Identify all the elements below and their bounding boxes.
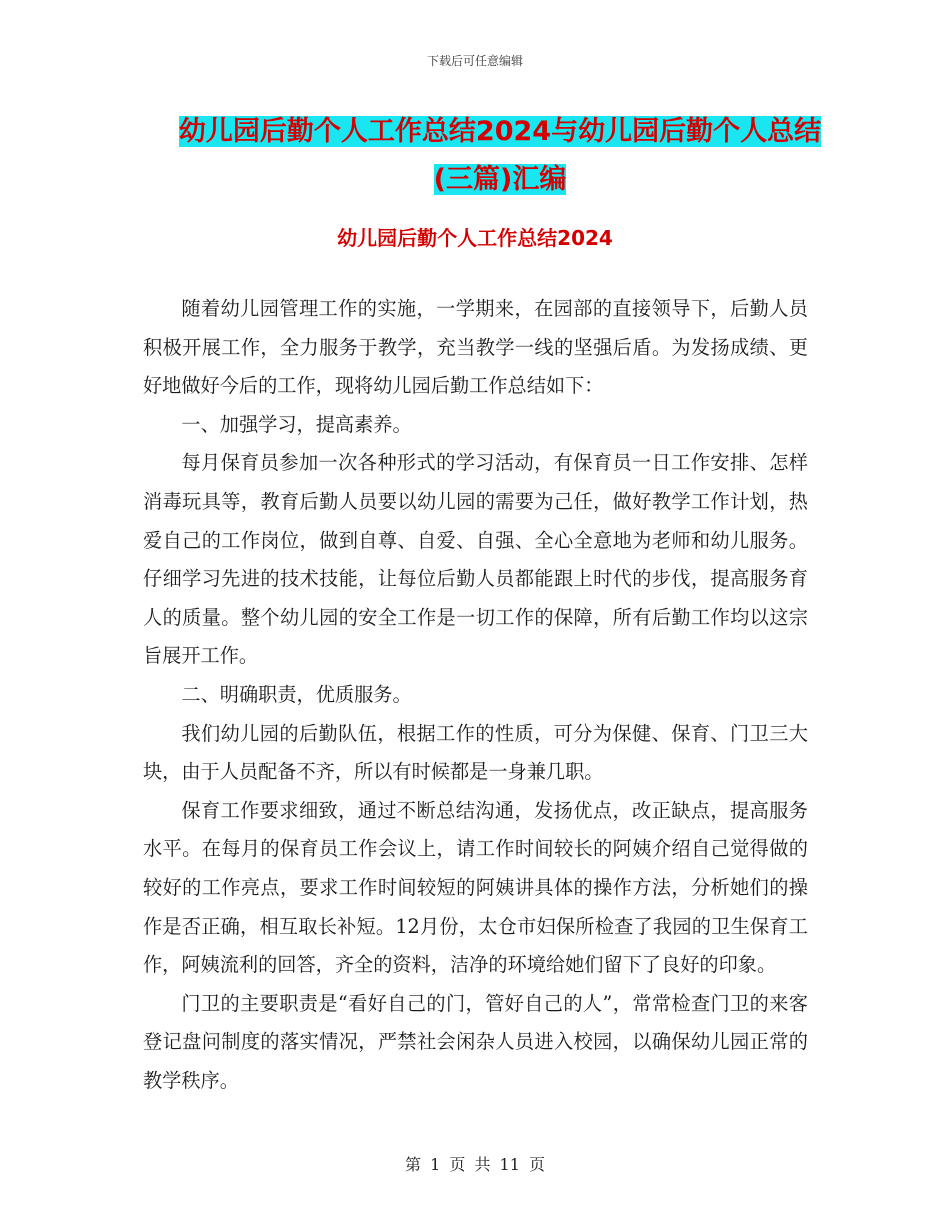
document-title-line-1: 幼儿园后勤个人工作总结2024与幼儿园后勤个人总结 xyxy=(178,116,822,147)
paragraph: 门卫的主要职责是“看好自己的门，管好自己的人”，常常检查门卫的来客登记盘问制度的落实情况，严禁社会闲杂人员进入校园，以确保幼儿园正常的教学秩序。 xyxy=(143,991,808,1092)
document-title xyxy=(140,108,860,204)
heading-paragraph: 二、明确职责，优质服务。 xyxy=(181,682,412,706)
paragraph: 我们幼儿园的后勤队伍，根据工作的性质，可分为保健、保育、门卫三大块，由于人员配备不齐，所以有时候都是一身兼几职。 xyxy=(143,721,808,784)
heading-paragraph: 一、加强学习，提高素养。 xyxy=(181,412,412,436)
paragraph: 随着幼儿园管理工作的实施，一学期来，在园部的直接领导下，后勤人员积极开展工作，全力服务于教学，充当教学一线的坚强后盾。为发扬成绩、更好地做好今后的工作，现将幼儿园后勤工作总结如下： xyxy=(143,297,808,398)
paragraph: 保育工作要求细致，通过不断总结沟通，发扬优点，改正缺点，提高服务水平。在每月的保育员工作会议上，请工作时间较长的阿姨介绍自己觉得做的较好的工作亮点，要求工作时间较短的阿姨讲具体的操作方法，分析她们的操作是否正确，相互取长补短。12月份，太仓市妇保所检查了我园的卫生保育工作，阿姨流利的回答，齐全的资料，洁净的环境给她们留下了良好的印象。 xyxy=(143,798,808,977)
section-title: 幼儿园后勤个人工作总结2024 xyxy=(337,226,613,250)
document-body xyxy=(143,290,808,1100)
page-footer: 第 1 页 共 11 页 xyxy=(405,1155,545,1174)
header-note: 下载后可任意编辑 xyxy=(426,54,523,68)
document-title-line-2: (三篇)汇编 xyxy=(433,164,567,195)
paragraph: 每月保育员参加一次各种形式的学习活动，有保育员一日工作安排、怎样消毒玩具等，教育后勤人员要以幼儿园的需要为己任，做好教学工作计划，热爱自己的工作岗位，做到自尊、自爱、自强、全心全意地为老师和幼儿服务。仔细学习先进的技术技能，让每位后勤人员都能跟上时代的步伐，提高服务育人的质量。整个幼儿园的安全工作是一切工作的保障，所有后勤工作均以这宗旨展开工作。 xyxy=(143,451,808,668)
